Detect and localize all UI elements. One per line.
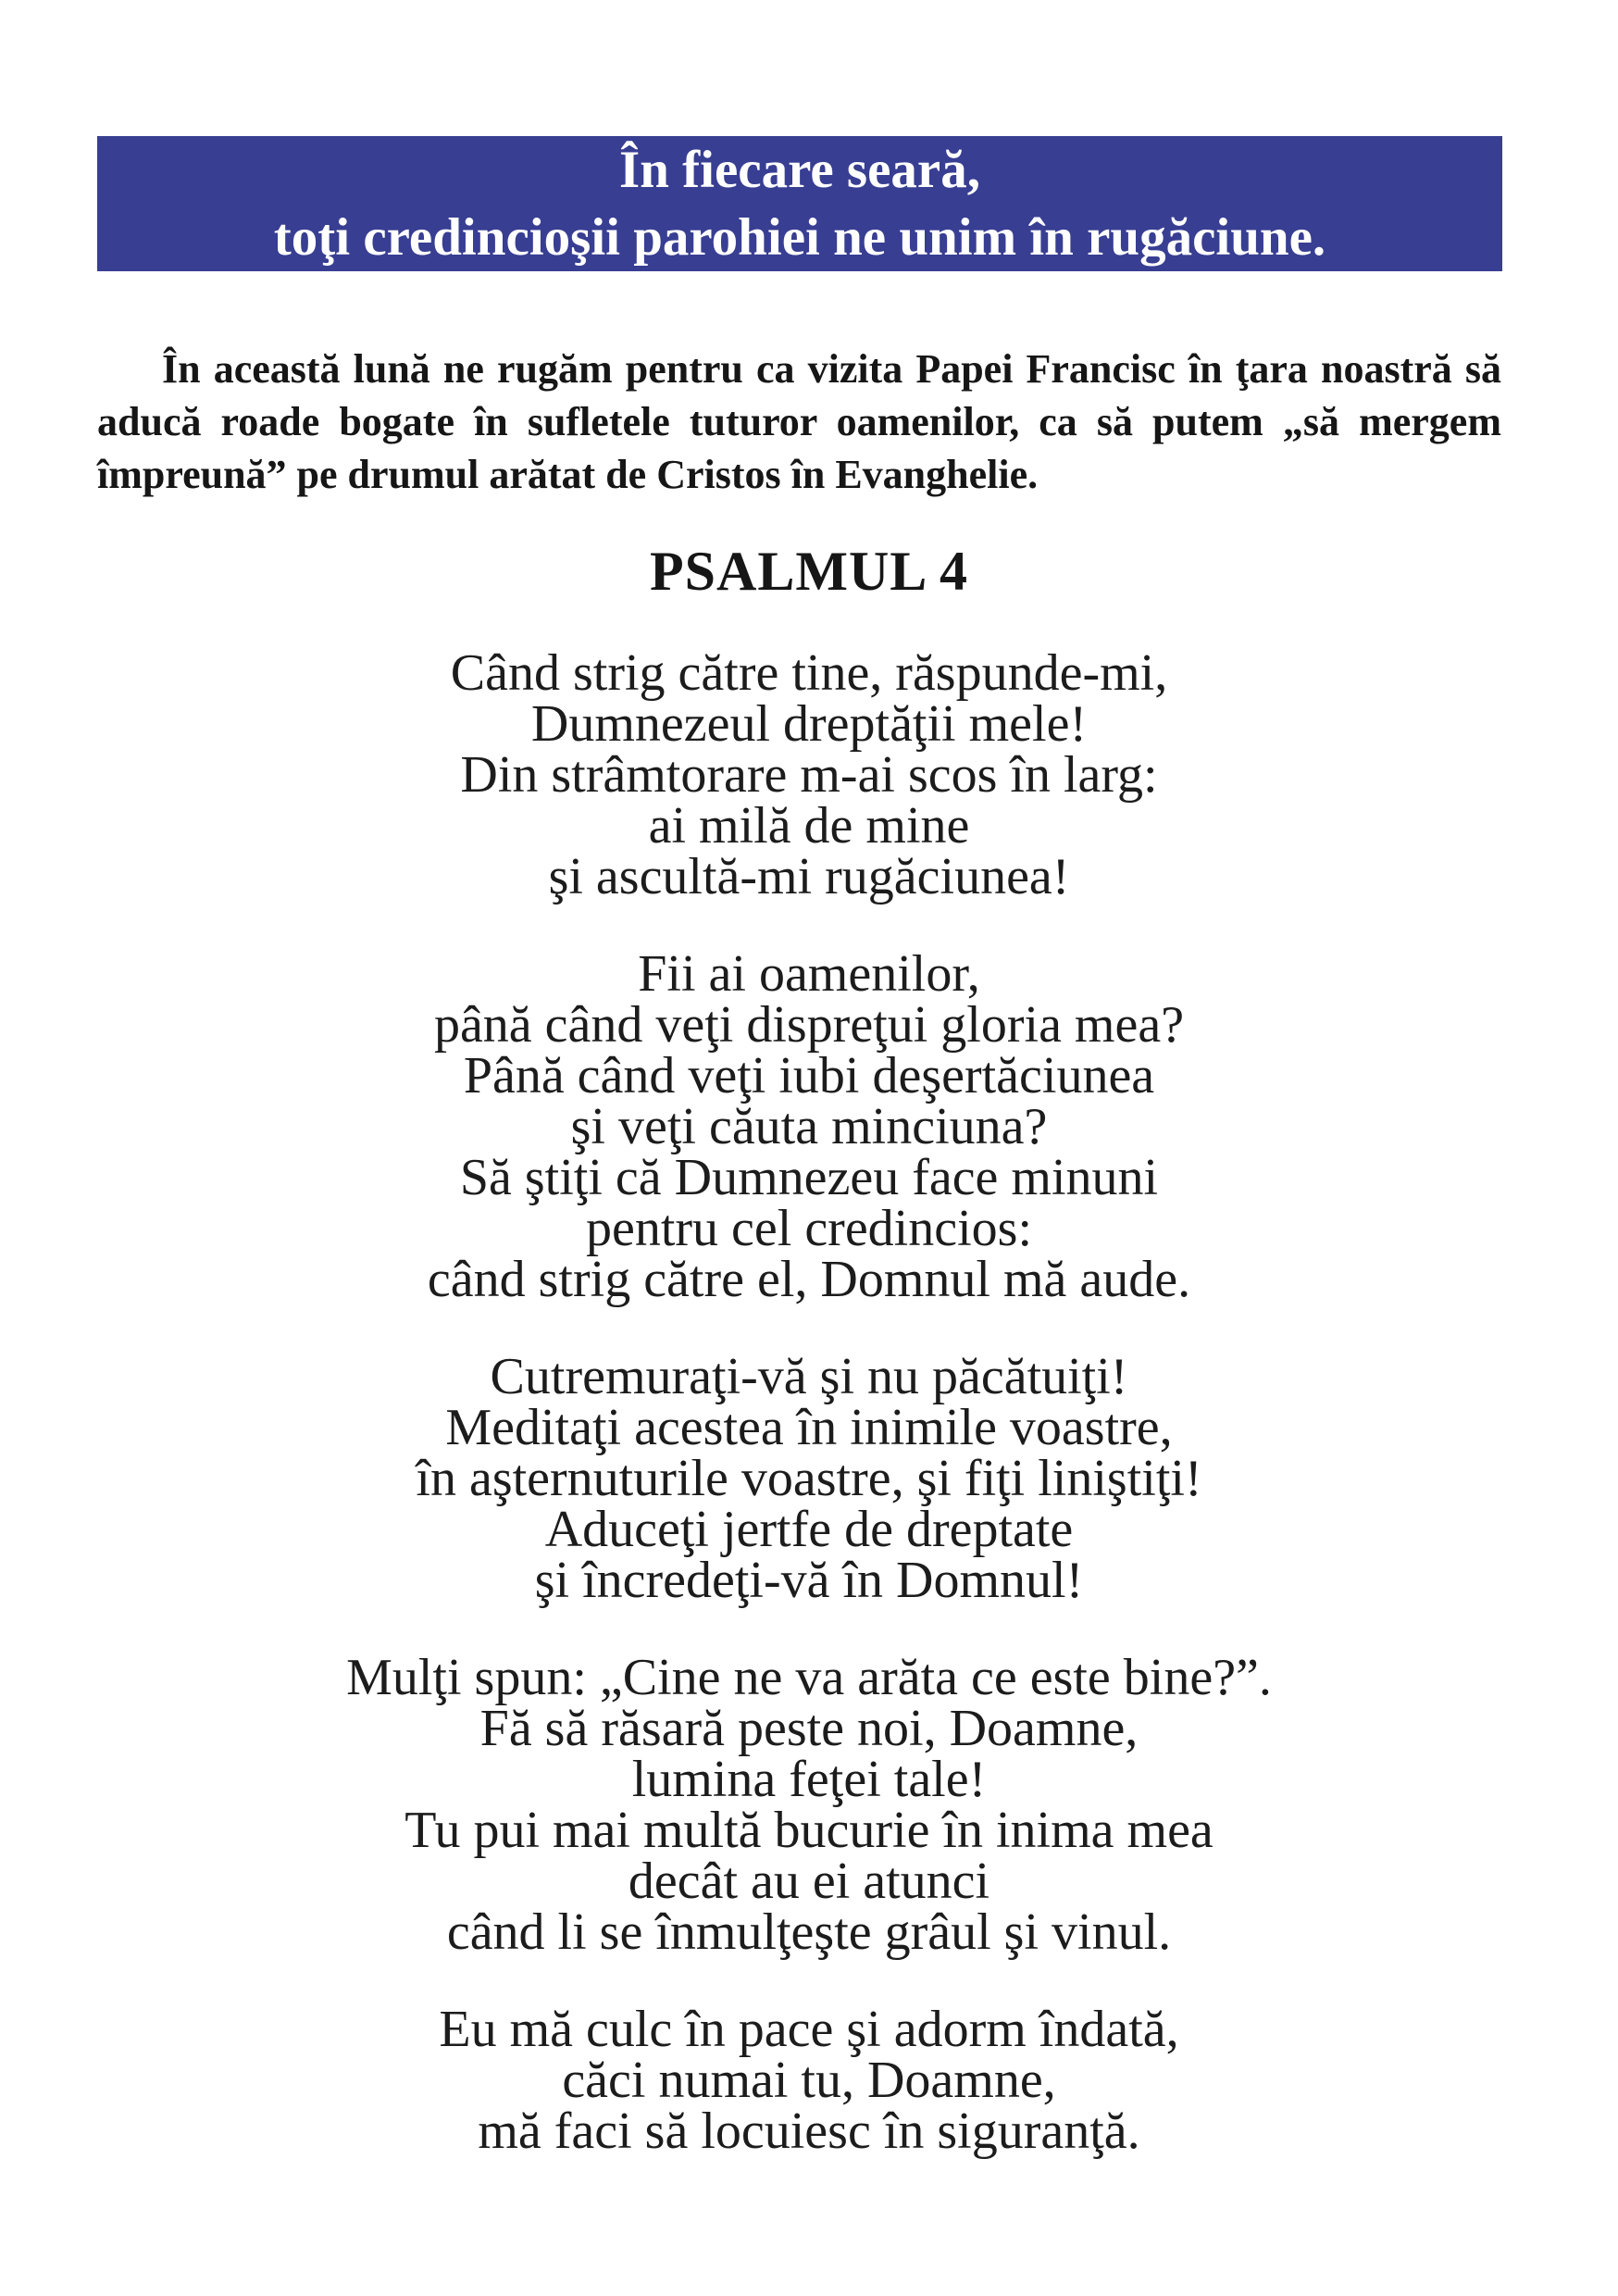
banner-line-2: toţi credincioşii parohiei ne unim în rugăciune.	[273, 208, 1326, 267]
banner-line-1: În fiecare seară,	[619, 141, 980, 199]
psalm-line: Cutremuraţi-vă şi nu păcătuiţi!	[490, 1348, 1128, 1405]
psalm-line: Meditaţi acestea în inimile voastre,	[445, 1399, 1173, 1456]
psalm-line: şi ascultă-mi rugăciunea!	[548, 848, 1070, 905]
psalm-line: Mulţi spun: „Cine ne va arăta ce este bine?”.	[346, 1649, 1272, 1706]
psalm-line: şi încredeţi-vă în Domnul!	[534, 1552, 1084, 1609]
psalm-line: Până când veţi iubi deşertăciunea	[463, 1047, 1155, 1104]
psalm-line: decât au ei atunci	[628, 1853, 990, 1910]
psalm-line: pentru cel credincios:	[585, 1200, 1032, 1257]
intro-paragraph: În această lună ne rugăm pentru ca vizita Papei Francisc în ţara noastră să aducă roade bogate în sufletele tuturor oamenilor, ca să putem „să mergem împreună” pe drumul arătat de Cristos în Evanghelie.	[97, 346, 1501, 497]
psalm-line: Dumnezeul dreptăţii mele!	[530, 695, 1088, 753]
psalm-line: Eu mă culc în pace şi adorm îndată,	[439, 2001, 1179, 2058]
psalm-title: PSALMUL 4	[649, 541, 969, 602]
stanza	[97, 1348, 1521, 1609]
psalm-line: căci numai tu, Doamne,	[562, 2052, 1056, 2109]
psalm-line: mă faci să locuiesc în siguranţă.	[478, 2103, 1140, 2160]
psalm-line: ai milă de mine	[648, 797, 970, 855]
psalm-line: când li se înmulţeşte grâul şi vinul.	[446, 1903, 1172, 1961]
stanza	[97, 945, 1521, 1308]
psalm-line: lumina feţei tale!	[631, 1751, 987, 1808]
stanza	[97, 1649, 1521, 1961]
stanza	[97, 2001, 1521, 2160]
psalm-line: până când veţi dispreţui gloria mea?	[433, 996, 1185, 1054]
stanza	[97, 644, 1521, 905]
psalm-line: în aşternuturile voastre, şi fiţi liniştiţi!	[416, 1450, 1202, 1507]
psalm-line: Aduceţi jertfe de dreptate	[544, 1501, 1074, 1558]
psalm-stanzas	[97, 644, 1521, 2203]
psalm-line: Din strâmtorare m-ai scos în larg:	[460, 746, 1158, 804]
psalm-line: Fă să răsară peste noi, Doamne,	[479, 1700, 1139, 1757]
psalm-line: Să ştiţi că Dumnezeu face minuni	[459, 1149, 1159, 1206]
psalm-line: şi veţi căuta minciuna?	[570, 1098, 1048, 1155]
header-banner	[97, 136, 1502, 271]
psalm-line: Tu pui mai multă bucurie în inima mea	[404, 1802, 1214, 1859]
psalm-line: Când strig către tine, răspunde-mi,	[450, 644, 1168, 702]
psalm-line: Fii ai oamenilor,	[638, 945, 980, 1003]
psalm-line: când strig către el, Domnul mă aude.	[427, 1251, 1191, 1308]
